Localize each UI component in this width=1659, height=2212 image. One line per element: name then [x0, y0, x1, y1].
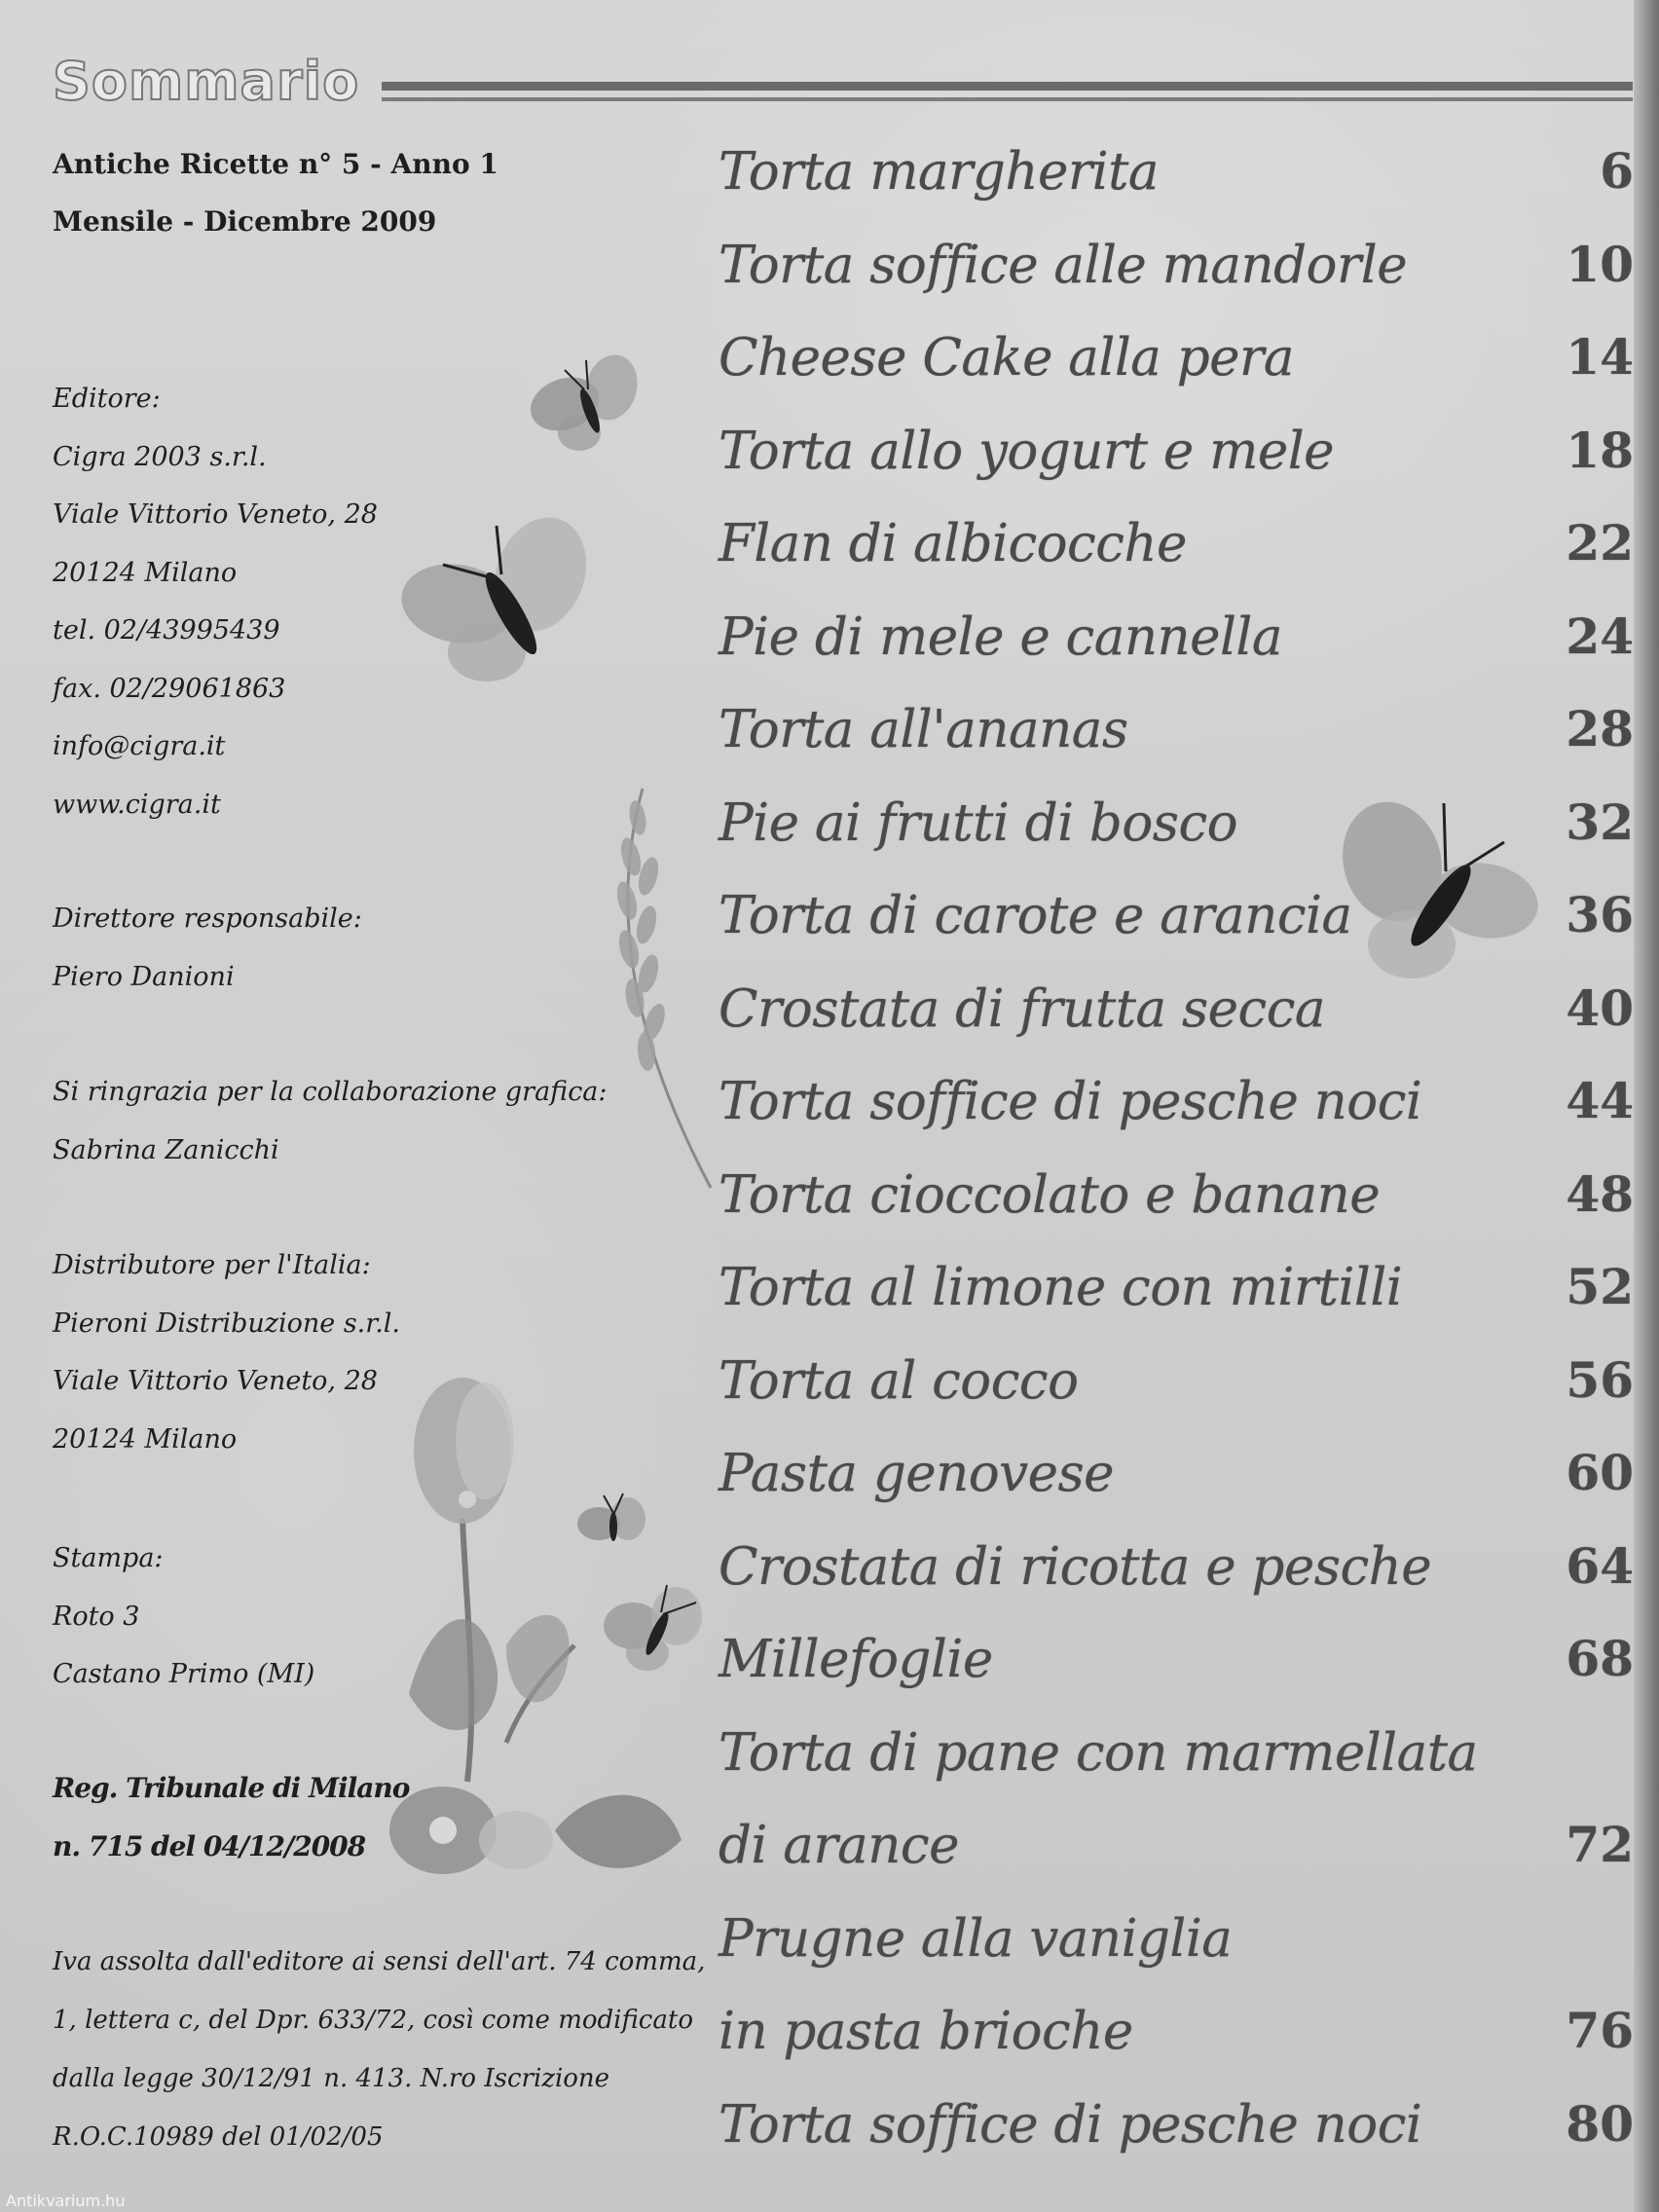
legal-line: 1, lettera c, del Dpr. 633/72, così come modificato — [53, 2006, 693, 2035]
toc-entry[interactable] — [719, 422, 1634, 515]
toc-page: 64 — [1566, 1536, 1634, 1595]
toc-title: Torta all'ananas — [719, 700, 1128, 759]
toc-title: in pasta brioche — [719, 2002, 1133, 2061]
registration-line-2: n. 715 del 04/12/2008 — [53, 1830, 366, 1862]
toc-title: Torta soffice di pesche noci — [719, 1072, 1422, 1131]
toc-title: Pie di mele e cannella — [719, 607, 1282, 667]
page-edge-shadow — [1634, 0, 1659, 2212]
butterfly-icon — [526, 350, 652, 467]
toc-title: Pie ai frutti di bosco — [719, 793, 1238, 853]
toc-title: Prugne alla vaniglia — [719, 1908, 1233, 1969]
toc-entry[interactable] — [719, 793, 1634, 887]
toc-entry[interactable] — [719, 1351, 1634, 1445]
legal-line: dalla legge 30/12/91 n. 413. N.ro Iscrizione — [53, 2064, 610, 2093]
watermark: Antikvarium.hu — [6, 2192, 126, 2210]
toc-page: 60 — [1566, 1444, 1634, 1501]
toc-page: 10 — [1566, 235, 1634, 293]
legal-line: Iva assolta dall'editore ai sensi dell'art. 74 comma, — [53, 1947, 706, 1976]
toc-entry[interactable] — [719, 1816, 1634, 1909]
toc-entry[interactable] — [719, 1723, 1634, 1817]
graphics-credit-block — [53, 1063, 608, 1179]
publisher-city: 20124 Milano — [53, 557, 238, 588]
toc-page: 22 — [1566, 514, 1634, 571]
toc-entry[interactable] — [719, 328, 1634, 422]
toc-page: 44 — [1566, 1072, 1634, 1129]
publisher-tel: tel. 02/43995439 — [53, 615, 280, 645]
issue-line: Antiche Ricette n° 5 - Anno 1 — [53, 148, 498, 180]
toc-entry[interactable] — [719, 886, 1634, 979]
wheat-icon — [584, 779, 720, 1198]
toc-title: Torta al limone con mirtilli — [719, 1258, 1403, 1317]
toc-entry[interactable] — [719, 1072, 1634, 1165]
toc-title: Crostata di ricotta e pesche — [719, 1536, 1432, 1597]
toc-title: Torta di pane con marmellata — [719, 1722, 1478, 1783]
toc-entry[interactable] — [719, 1258, 1634, 1351]
toc-page: 56 — [1566, 1350, 1634, 1409]
toc-title: Torta allo yogurt e mele — [719, 421, 1335, 481]
legal-block — [53, 1933, 705, 2166]
graphics-name: Sabrina Zanicchi — [53, 1134, 279, 1165]
toc-entry[interactable] — [719, 514, 1634, 608]
publisher-web: www.cigra.it — [53, 789, 221, 820]
toc-page: 28 — [1566, 700, 1634, 757]
header-rule-thin — [382, 97, 1633, 101]
toc-entry[interactable] — [719, 1444, 1634, 1537]
toc-entry[interactable] — [719, 2002, 1634, 2095]
distributor-city: 20124 Milano — [53, 1423, 238, 1455]
toc-entry[interactable] — [719, 142, 1634, 236]
toc-page: 14 — [1566, 328, 1634, 386]
distributor-label: Distributore per l'Italia: — [53, 1250, 371, 1280]
publisher-name: Cigra 2003 s.r.l. — [53, 441, 267, 472]
toc-title: Torta cioccolato e banane — [719, 1164, 1381, 1225]
toc-entry[interactable] — [719, 1165, 1634, 1259]
graphics-label: Si ringrazia per la collaborazione grafica: — [53, 1077, 608, 1107]
toc-page: 80 — [1566, 2094, 1634, 2153]
registration-block — [53, 1759, 409, 1876]
toc-page: 72 — [1566, 1816, 1634, 1873]
toc-page: 36 — [1566, 886, 1634, 943]
toc-page: 32 — [1566, 793, 1634, 851]
toc-page: 6 — [1600, 142, 1634, 200]
toc-entry[interactable] — [719, 979, 1634, 1073]
printer-city: Castano Primo (MI) — [53, 1659, 315, 1689]
toc-page: 18 — [1566, 421, 1634, 479]
toc-title: Cheese Cake alla pera — [719, 328, 1294, 387]
director-label: Direttore responsabile: — [53, 903, 362, 934]
header-rule — [382, 82, 1633, 91]
registration-line-1: Reg. Tribunale di Milano — [53, 1772, 410, 1804]
distributor-block — [53, 1236, 400, 1468]
butterfly-icon — [399, 506, 604, 701]
toc-page: 76 — [1566, 2002, 1634, 2059]
printer-label: Stampa: — [53, 1543, 164, 1573]
toc-page: 48 — [1566, 1164, 1634, 1223]
toc-page: 68 — [1566, 1630, 1634, 1687]
toc-entry[interactable] — [719, 2095, 1634, 2189]
toc-entry[interactable] — [719, 700, 1634, 793]
publisher-block — [53, 370, 378, 833]
printer-block — [53, 1530, 314, 1704]
director-name: Piero Danioni — [53, 961, 235, 992]
publisher-label: Editore: — [53, 384, 161, 414]
masthead — [53, 135, 498, 250]
toc-entry[interactable] — [719, 1630, 1634, 1723]
director-block — [53, 890, 362, 1006]
frequency-line: Mensile - Dicembre 2009 — [53, 205, 437, 238]
publisher-address: Viale Vittorio Veneto, 28 — [53, 499, 378, 530]
toc-title: Torta di carote e arancia — [719, 886, 1352, 945]
toc-title: Torta al cocco — [719, 1350, 1079, 1411]
page-title: Sommario — [53, 51, 360, 112]
toc-title: Crostata di frutta secca — [719, 978, 1326, 1039]
toc-title: Pasta genovese — [719, 1444, 1115, 1503]
toc-title: Flan di albicocche — [719, 514, 1187, 573]
legal-line: R.O.C.10989 del 01/02/05 — [53, 2122, 384, 2152]
toc-entry[interactable] — [719, 1537, 1634, 1631]
publisher-email: info@cigra.it — [53, 731, 226, 761]
toc-page: 40 — [1566, 978, 1634, 1037]
toc-page: 52 — [1566, 1258, 1634, 1315]
toc-entry[interactable] — [719, 608, 1634, 701]
toc-entry[interactable] — [719, 1909, 1634, 2003]
distributor-name: Pieroni Distribuzione s.r.l. — [53, 1308, 400, 1339]
toc-title: Torta soffice alle mandorle — [719, 235, 1408, 295]
toc-title: Millefoglie — [719, 1630, 993, 1689]
toc-page: 24 — [1566, 607, 1634, 665]
toc-title: Torta soffice di pesche noci — [719, 2094, 1422, 2155]
tulip-flower-icon — [370, 1373, 691, 1889]
publisher-fax: fax. 02/29061863 — [53, 673, 286, 704]
table-of-contents — [719, 142, 1634, 2188]
toc-title: di arance — [719, 1816, 959, 1875]
toc-title: Torta margherita — [719, 142, 1160, 202]
distributor-address: Viale Vittorio Veneto, 28 — [53, 1366, 378, 1396]
printer-name: Roto 3 — [53, 1601, 140, 1632]
toc-entry[interactable] — [719, 236, 1634, 329]
